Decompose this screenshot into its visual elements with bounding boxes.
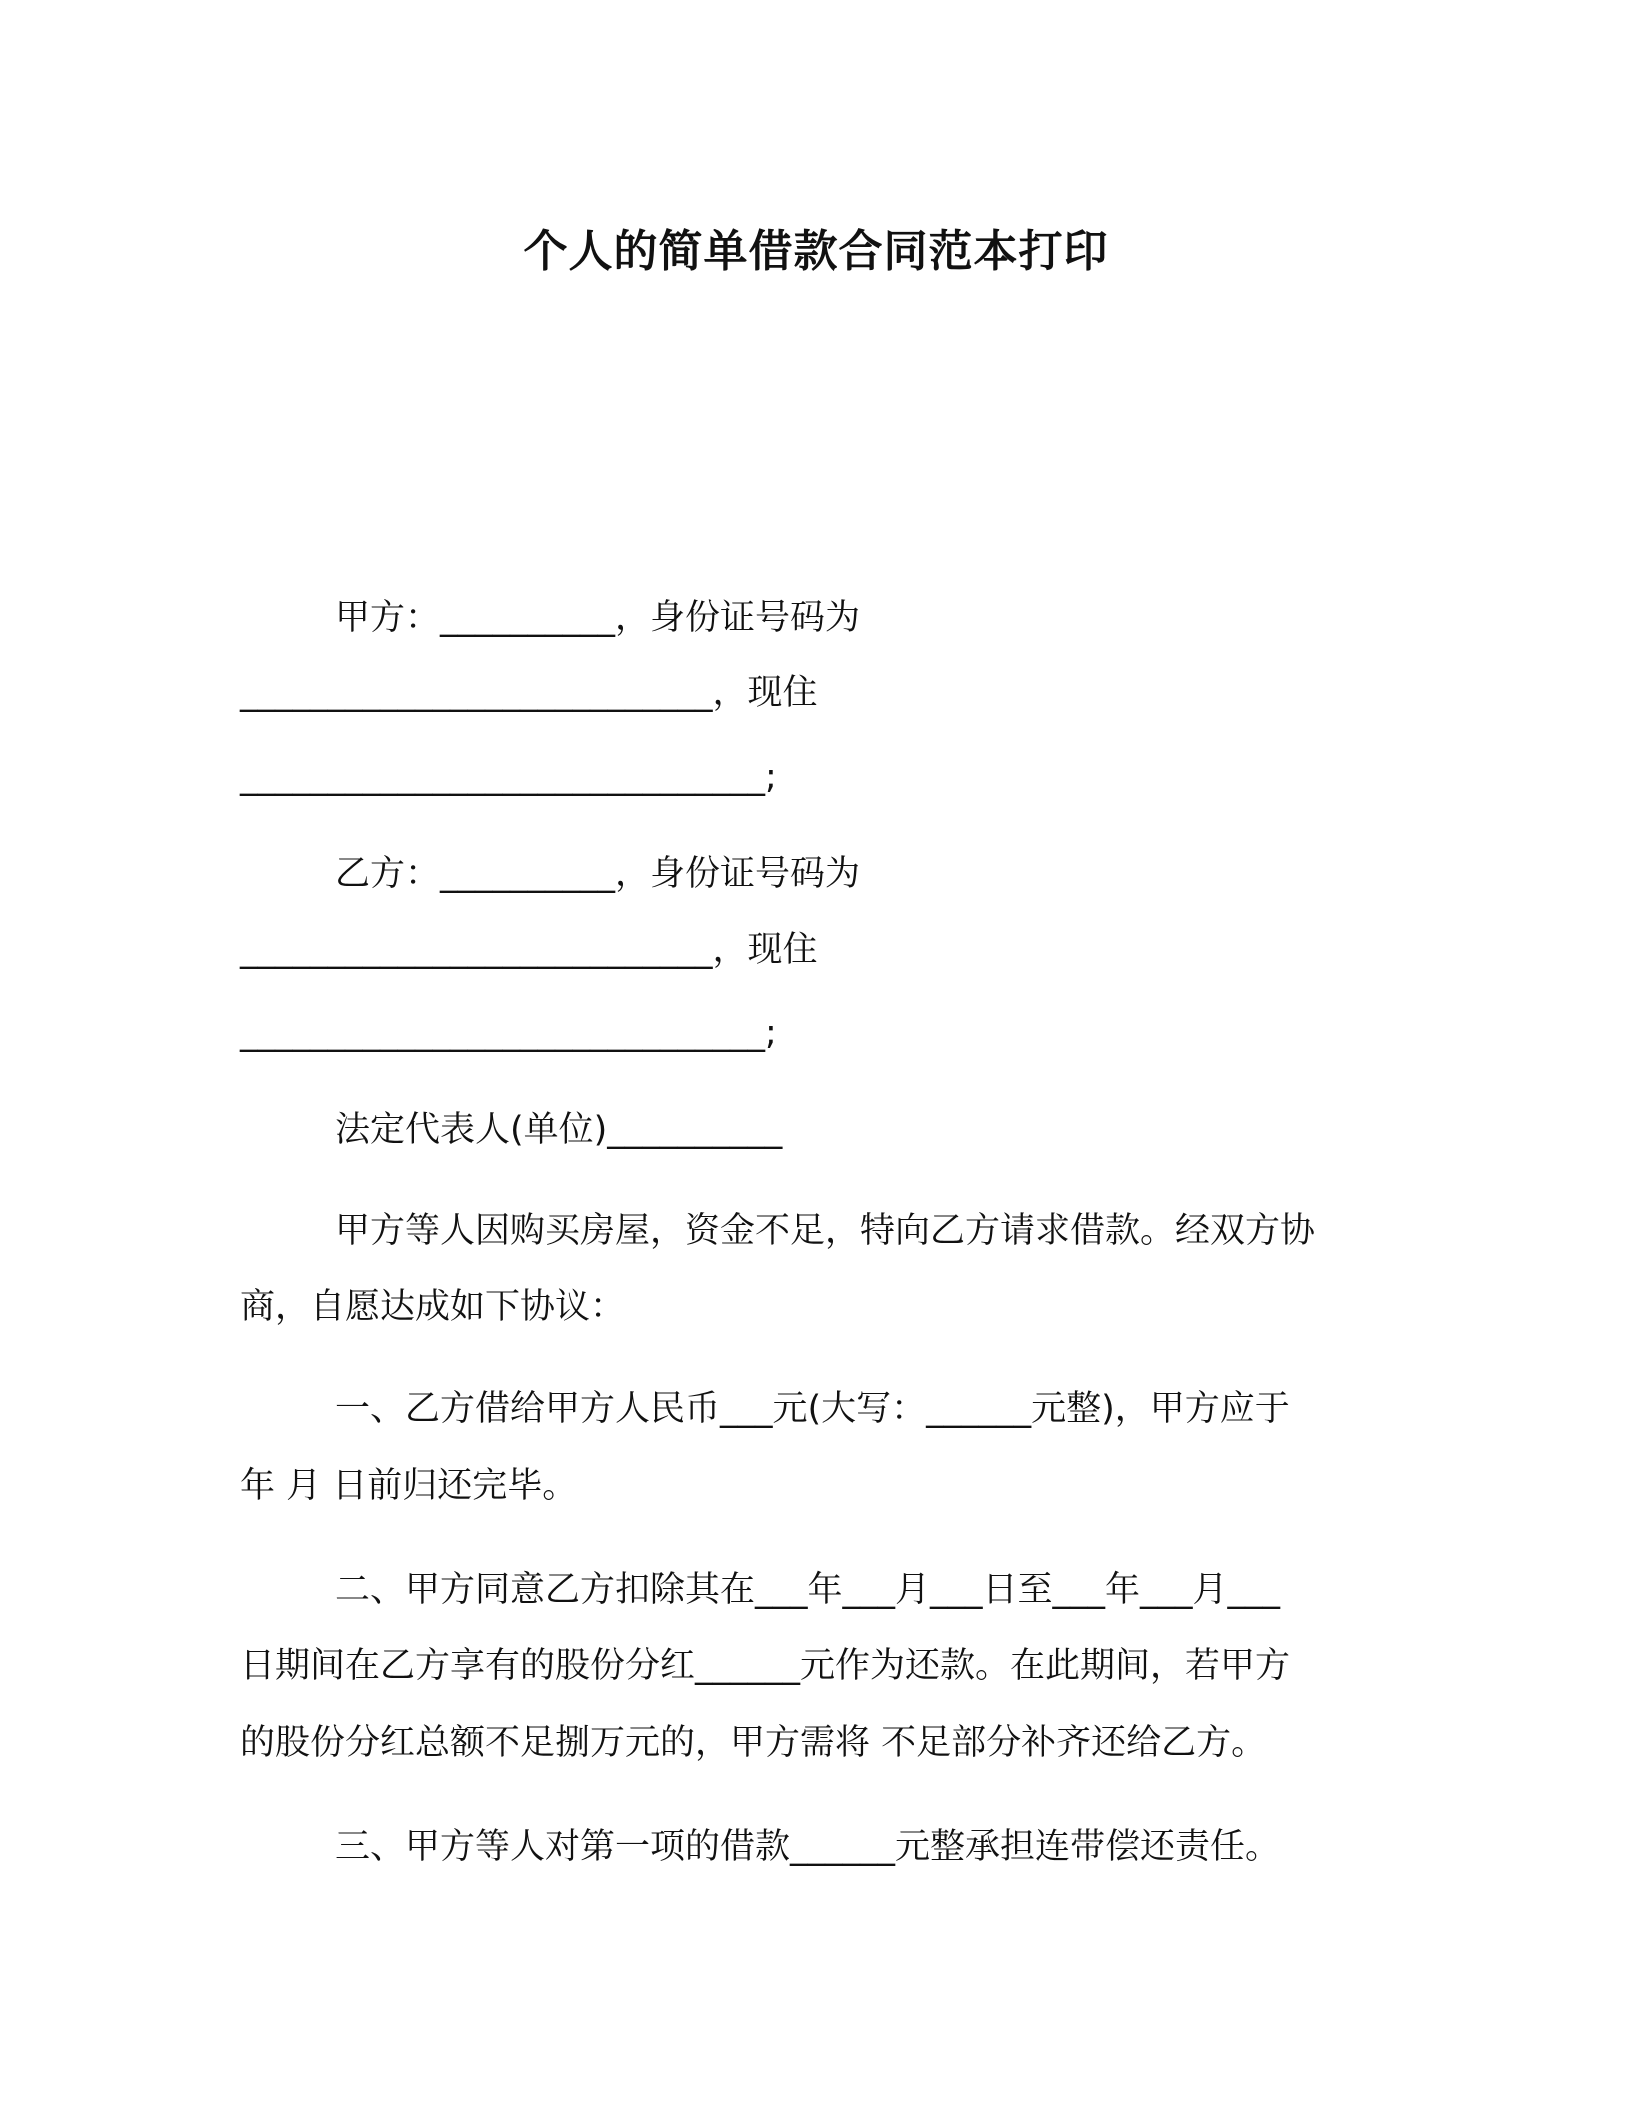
preamble-line-2: 商，自愿达成如下协议： <box>240 1287 626 1327</box>
legal-representative-line: 法定代表人(单位)__________ <box>335 1110 783 1150</box>
document-title: 个人的简单借款合同范本打印 <box>523 226 1109 277</box>
party-a-name-line: 甲方：__________，身份证号码为 <box>335 598 861 638</box>
clause-1-line-2: 年 月 日前归还完毕。 <box>240 1466 578 1506</box>
clause-3-line-1: 三、甲方等人对第一项的借款______元整承担连带偿还责任。 <box>335 1827 1281 1867</box>
clause-2-line-1: 二、甲方同意乙方扣除其在___年___月___日至___年___月___ <box>335 1570 1281 1610</box>
clause-2-line-2: 日期间在乙方享有的股份分红______元作为还款。在此期间，若甲方 <box>240 1646 1291 1686</box>
party-b-id-line: ___________________________，现住 <box>240 930 818 970</box>
party-b-address-line: ______________________________; <box>240 1013 777 1053</box>
preamble-line-1: 甲方等人因购买房屋，资金不足，特向乙方请求借款。经双方协 <box>335 1211 1316 1251</box>
clause-2-line-3: 的股份分红总额不足捌万元的，甲方需将 不足部分补齐还给乙方。 <box>240 1723 1267 1763</box>
party-a-address-line: ______________________________; <box>240 757 777 797</box>
clause-1-line-1: 一、乙方借给甲方人民币___元(大写：______元整)，甲方应于 <box>335 1389 1290 1429</box>
party-b-name-line: 乙方：__________，身份证号码为 <box>335 854 861 894</box>
party-a-id-line: ___________________________，现住 <box>240 673 818 713</box>
